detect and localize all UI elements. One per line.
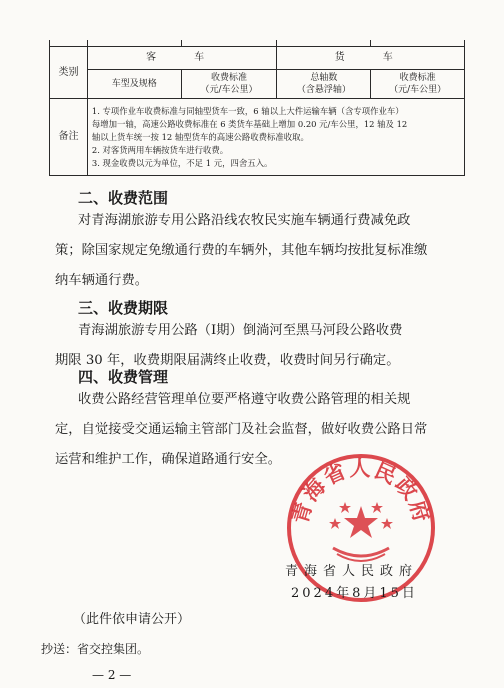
paragraph-line: 期限 30 年，收费期限届满终止收费，收费时间另行确定。	[55, 353, 400, 368]
paragraph-line: 青海湖旅游专用公路（Ⅰ期）倒淌河至黑马河段公路收费	[78, 323, 403, 338]
paragraph-line: 对青海湖旅游专用公路沿线农牧民实施车辆通行费减免政	[78, 213, 411, 228]
section-heading-period: 三、收费期限	[78, 299, 169, 317]
issue-date: 2024年8月15日	[291, 586, 418, 601]
paragraph-line: 定，自觉接受交通运输主管部门及社会监督，做好收费公路日常	[55, 422, 428, 437]
remark-line: 轴以上货车统一按 12 轴型货车的高速公路收费标准收取。	[91, 131, 309, 142]
issuer-signature: 青海省人民政府	[285, 564, 419, 579]
passenger-rate-header: 收费标准 （元/车公里）	[181, 70, 277, 99]
passenger-vehicle-header: 客 车	[87, 47, 277, 70]
remarks-cell	[87, 99, 464, 176]
section-heading-scope: 二、收费范围	[78, 189, 169, 207]
axle-count-header: 总轴数 （含悬浮轴）	[277, 70, 371, 99]
paragraph-line: 运营和维护工作，确保道路通行安全。	[55, 452, 282, 467]
national-emblem-icon	[329, 502, 393, 561]
paragraph-line: 策；除国家规定免缴通行费的车辆外，其他车辆均按批复标准缴	[55, 243, 428, 258]
paragraph-line: 收费公路经营管理单位要严格遵守收费公路管理的相关规	[78, 392, 411, 407]
remark-line: 2. 对客货两用车辆按货车进行收费。	[91, 144, 229, 155]
remark-line: 3. 现金收费以元为单位，不足 1 元，四舍五入。	[91, 157, 273, 168]
svg-text:青海省人民政府: 青海省人民政府	[287, 456, 435, 527]
remarks-label: 备注	[50, 99, 88, 176]
freight-rate-header: 收费标准 （元/车公里）	[371, 70, 465, 99]
cc-line: 抄送：省交控集团。	[41, 642, 150, 656]
remark-line: 每增加一轴，高速公路收费标准在 6 类货车基础上增加 0.20 元/车公里，12 轴及 12	[91, 118, 408, 129]
publication-note: （此件依申请公开）	[73, 612, 191, 627]
category-header: 类别	[50, 47, 88, 99]
section-heading-management: 四、收费管理	[78, 368, 169, 386]
freight-vehicle-header: 货 车	[277, 47, 465, 70]
paragraph-line: 纳车辆通行费。	[55, 273, 149, 288]
page-number: — 2 —	[92, 668, 132, 682]
fee-table	[49, 40, 465, 176]
model-spec-header: 车型及规格	[87, 70, 181, 99]
remark-line: 1. 专项作业车收费标准与同轴型货车一致，6 轴以上大件运输车辆（含专项作业车）	[91, 105, 404, 116]
